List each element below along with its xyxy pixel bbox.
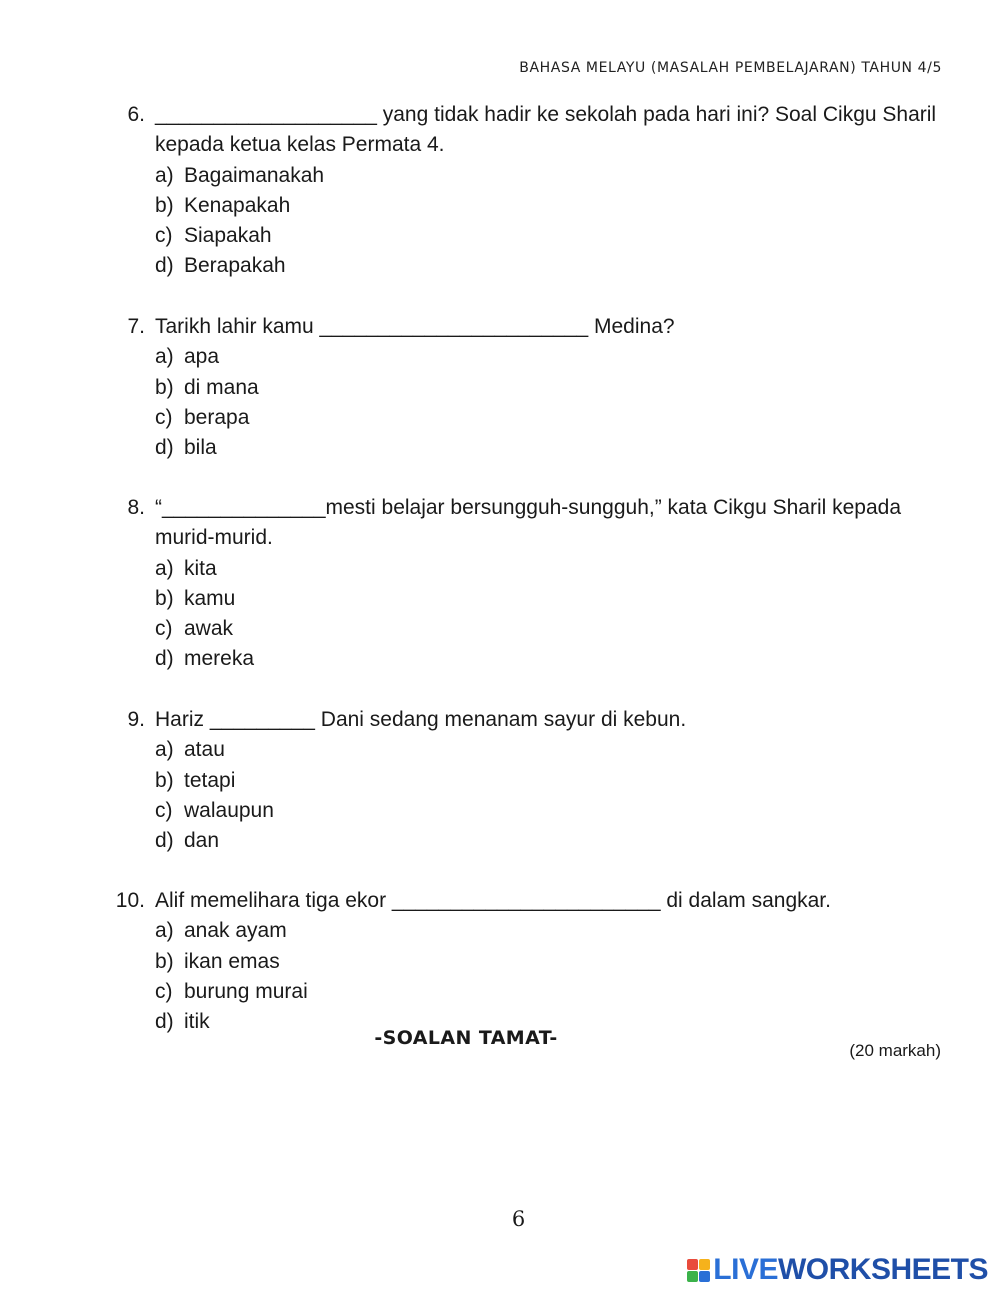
option-text: kamu	[184, 586, 236, 610]
total-marks: (20 markah)	[849, 1041, 941, 1060]
question-number: 6.	[127, 103, 145, 126]
option-text: berapa	[184, 405, 250, 429]
option-letter: b)	[155, 768, 174, 792]
option-text: burung murai	[184, 979, 308, 1003]
option-letter: c)	[155, 798, 173, 822]
option-list	[155, 916, 308, 1037]
option-text: Berapakah	[184, 254, 286, 278]
option-letter: a)	[155, 738, 174, 762]
option-letter: d)	[155, 436, 174, 460]
option-text: Kenapakah	[184, 193, 291, 217]
option-b[interactable]	[155, 373, 259, 403]
option-c[interactable]	[155, 796, 274, 826]
question-text: Hariz _________ Dani sedang menanam sayur di kebun.	[155, 708, 687, 731]
option-b[interactable]	[155, 584, 254, 614]
option-letter: a)	[155, 919, 174, 943]
option-c[interactable]	[155, 977, 308, 1007]
option-b[interactable]	[155, 947, 308, 977]
option-letter: c)	[155, 224, 173, 248]
option-text: tetapi	[184, 768, 236, 792]
option-letter: b)	[155, 375, 174, 399]
question-number: 9.	[127, 708, 145, 731]
option-text: di mana	[184, 375, 259, 399]
option-a[interactable]	[155, 735, 274, 765]
page-header: BAHASA MELAYU (MASALAH PEMBELAJARAN) TAHUN 4/5	[519, 60, 942, 76]
option-letter: a)	[155, 556, 174, 580]
liveworksheets-watermark[interactable]	[687, 1253, 988, 1287]
option-text: Siapakah	[184, 224, 272, 248]
option-text: ikan emas	[184, 949, 280, 973]
option-text: mereka	[184, 647, 255, 671]
option-list	[155, 735, 274, 856]
option-a[interactable]	[155, 161, 324, 191]
option-d[interactable]	[155, 826, 274, 856]
option-text: itik	[184, 1010, 210, 1034]
option-c[interactable]	[155, 403, 259, 433]
option-letter: b)	[155, 949, 174, 973]
question-text: “______________mesti belajar bersungguh-sungguh,” kata Cikgu Sharil kepada murid-murid.	[155, 496, 902, 550]
option-list	[155, 161, 324, 282]
option-letter: d)	[155, 829, 174, 853]
question-text: ___________________ yang tidak hadir ke sekolah pada hari ini? Soal Cikgu Sharil kepada ketua kelas Permata 4.	[155, 103, 937, 157]
question-text: Alif memelihara tiga ekor _______________________ di dalam sangkar.	[155, 889, 831, 912]
question-number: 7.	[127, 315, 145, 338]
option-list	[155, 342, 259, 463]
option-c[interactable]	[155, 221, 324, 251]
option-text: bila	[184, 436, 217, 460]
option-list	[155, 554, 254, 675]
option-text: dan	[184, 829, 220, 853]
question-number: 8.	[127, 496, 145, 519]
option-a[interactable]	[155, 342, 259, 372]
option-letter: a)	[155, 163, 174, 187]
option-text: awak	[184, 617, 234, 641]
watermark-text-live: LIVE	[713, 1253, 778, 1286]
option-text: apa	[184, 345, 220, 369]
option-d[interactable]	[155, 644, 254, 674]
option-c[interactable]	[155, 614, 254, 644]
option-text: atau	[184, 738, 225, 762]
option-letter: a)	[155, 345, 174, 369]
option-letter: c)	[155, 405, 173, 429]
option-letter: c)	[155, 617, 173, 641]
option-letter: d)	[155, 1010, 174, 1034]
option-b[interactable]	[155, 766, 274, 796]
option-text: kita	[184, 556, 217, 580]
option-text: walaupun	[184, 798, 274, 822]
option-letter: d)	[155, 647, 174, 671]
option-text: Bagaimanakah	[184, 163, 325, 187]
page-number: 6	[511, 1207, 526, 1231]
option-d[interactable]	[155, 251, 324, 281]
question-text: Tarikh lahir kamu _______________________ Medina?	[155, 315, 675, 338]
option-d[interactable]	[155, 433, 259, 463]
option-letter: c)	[155, 979, 173, 1003]
option-letter: b)	[155, 586, 174, 610]
option-a[interactable]	[155, 554, 254, 584]
liveworksheets-logo-icon	[687, 1259, 710, 1282]
option-text: anak ayam	[184, 919, 287, 943]
question-number: 10.	[115, 889, 145, 912]
option-a[interactable]	[155, 916, 308, 946]
end-of-questions-note: -SOALAN TAMAT-	[374, 1027, 558, 1049]
option-letter: b)	[155, 193, 174, 217]
option-letter: d)	[155, 254, 174, 278]
option-b[interactable]	[155, 191, 324, 221]
watermark-text-worksheets: WORKSHEETS	[777, 1253, 988, 1286]
